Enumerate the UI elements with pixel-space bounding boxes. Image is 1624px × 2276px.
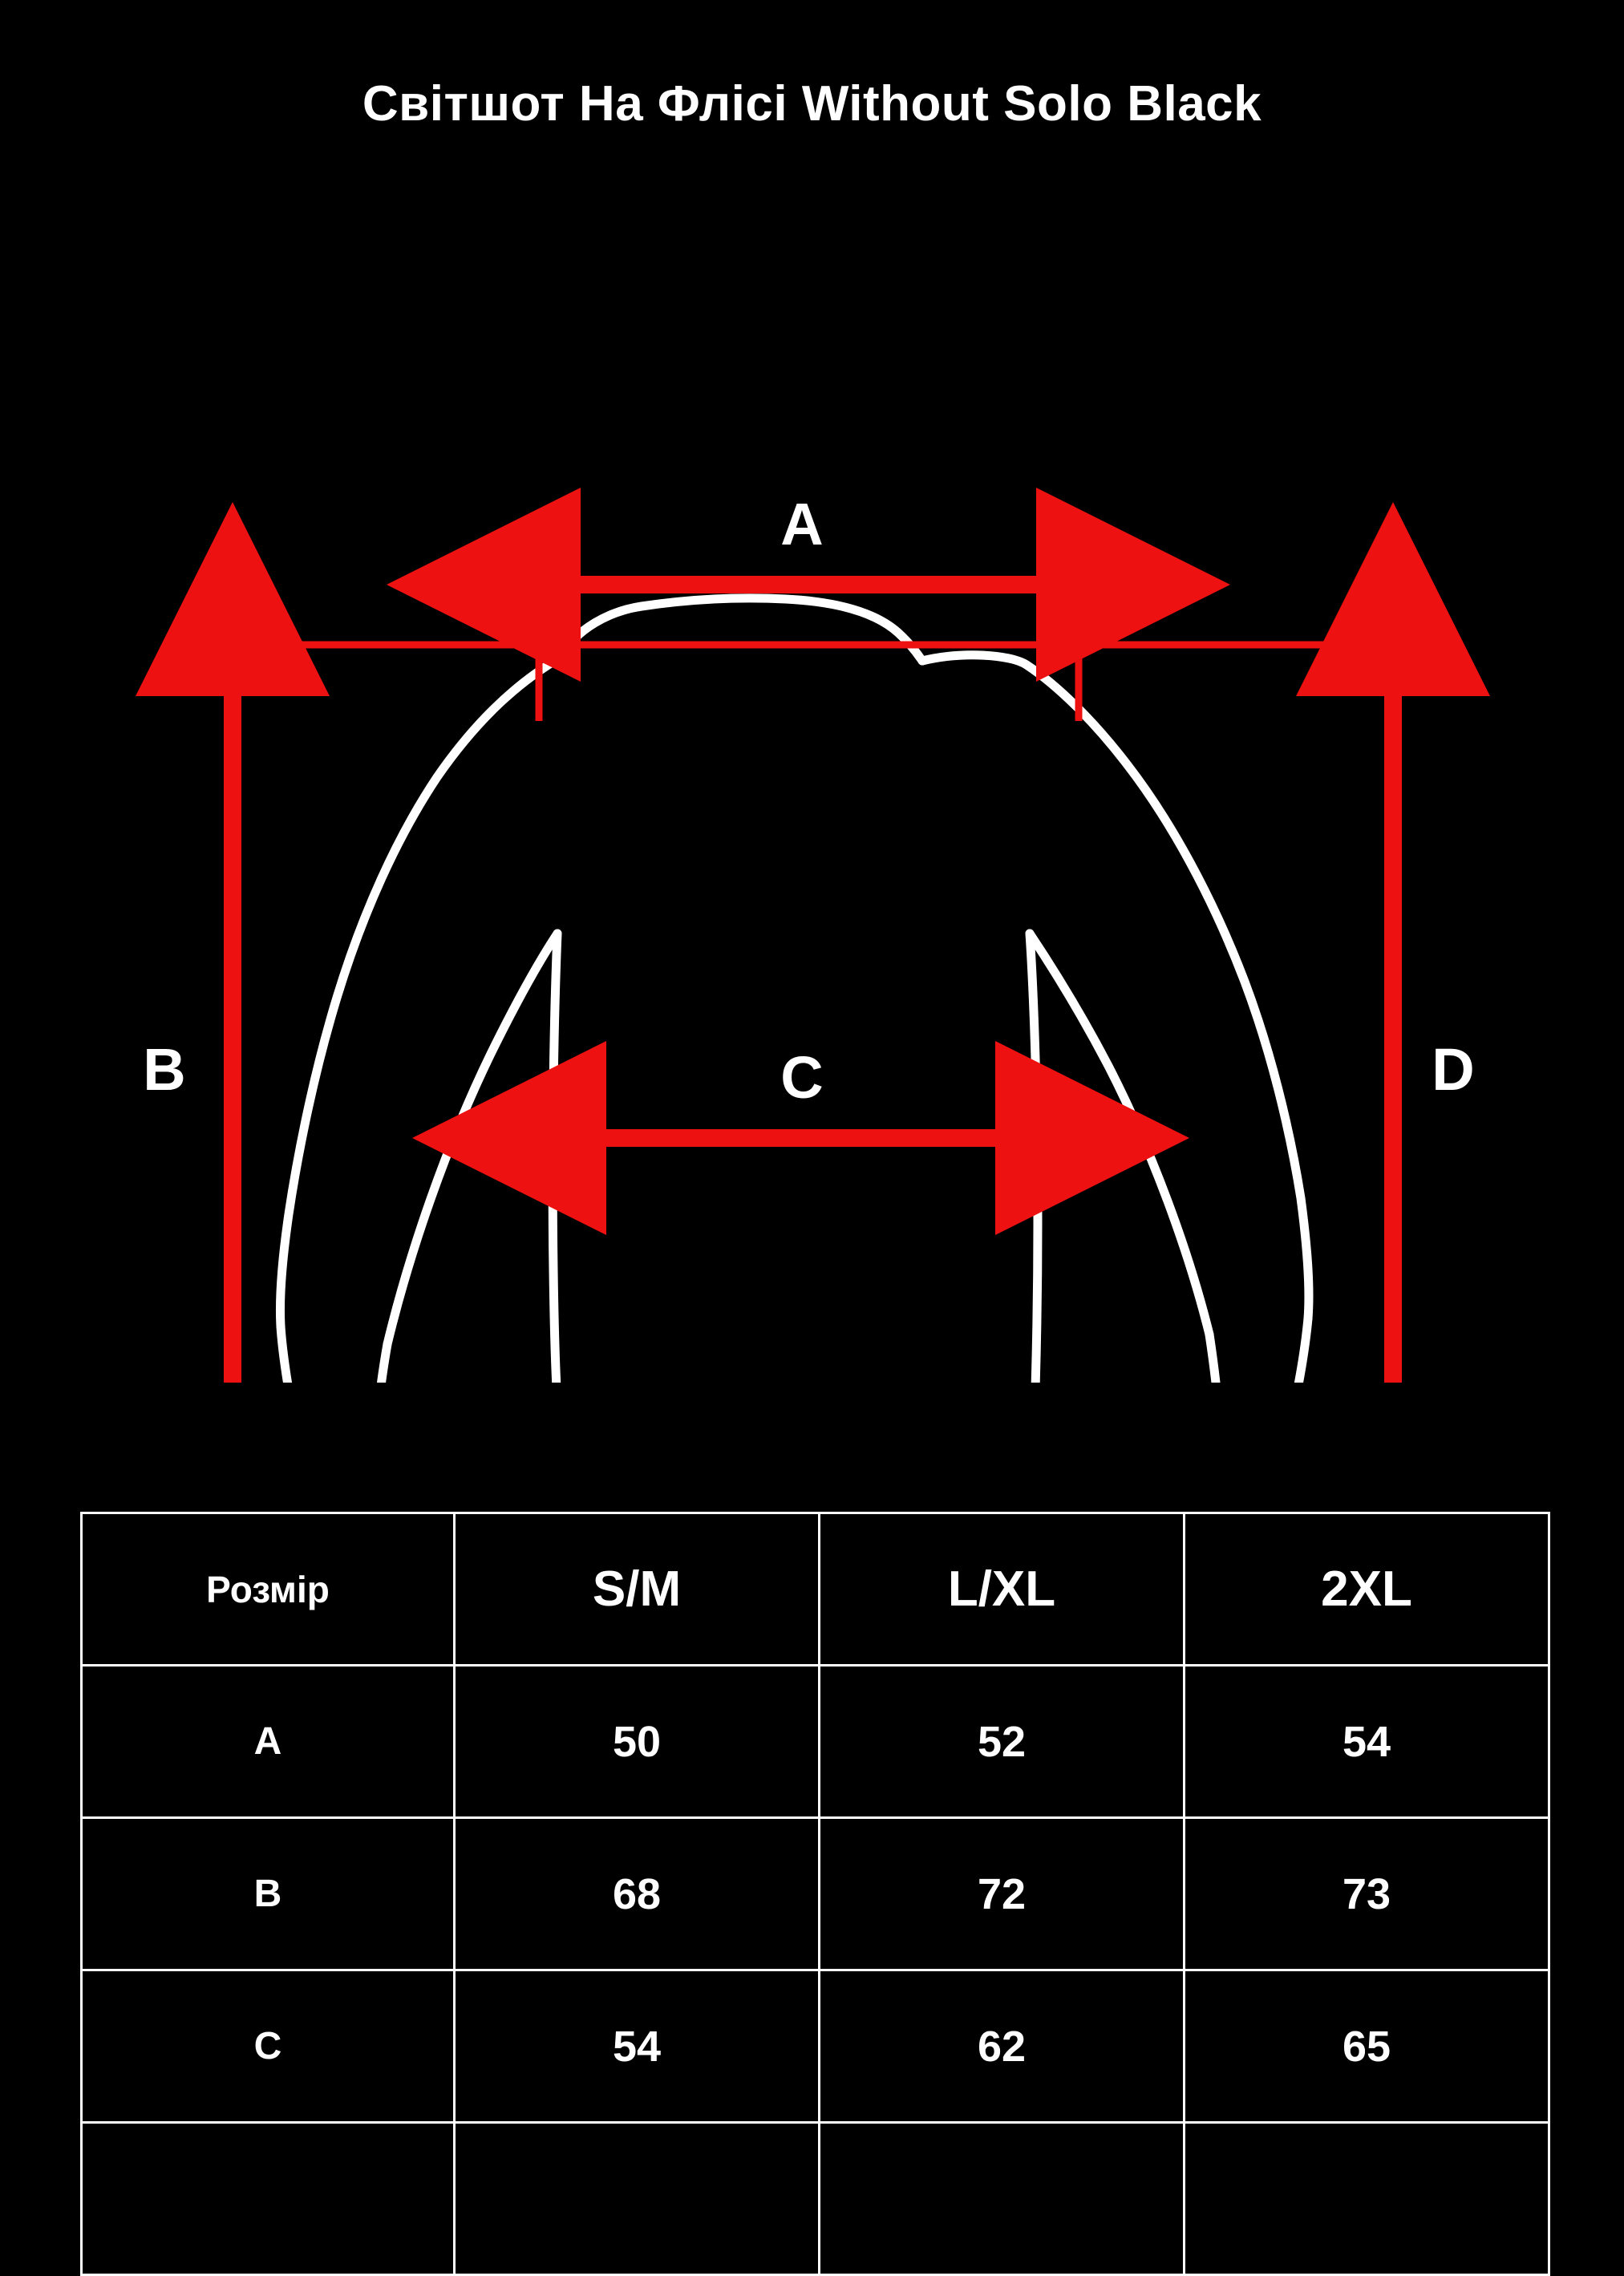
cell-b-2xl: 73: [1185, 1818, 1549, 1970]
table-header-row: [82, 1513, 1549, 1666]
row-label-c: C: [82, 1970, 455, 2123]
page-title: Світшот На Флісі Without Solo Black: [362, 76, 1262, 132]
header-cell-lxl: L/XL: [820, 1513, 1185, 1666]
table-row-partial: [82, 2123, 1549, 2275]
table-row: [82, 1970, 1549, 2123]
cell-partial-sm: [455, 2123, 820, 2275]
garment-diagram: [0, 132, 1624, 1383]
cell-b-lxl: 72: [820, 1818, 1185, 1970]
diagram-label-a: A: [780, 491, 824, 558]
diagram-label-b: B: [143, 1036, 186, 1104]
header-cell-2xl: 2XL: [1185, 1513, 1549, 1666]
cell-a-sm: 50: [455, 1666, 820, 1818]
row-label-a: A: [82, 1666, 455, 1818]
cell-c-sm: 54: [455, 1970, 820, 2123]
measurement-lines: [175, 537, 1436, 1383]
table-row: [82, 1818, 1549, 1970]
size-table: [80, 1512, 1550, 2276]
header-cell-size-label: Розмір: [82, 1513, 455, 1666]
table-row: [82, 1666, 1549, 1818]
cell-partial-2xl: [1185, 2123, 1549, 2275]
cell-a-lxl: 52: [820, 1666, 1185, 1818]
cell-partial-lxl: [820, 2123, 1185, 2275]
cell-c-2xl: 65: [1185, 1970, 1549, 2123]
diagram-label-c: C: [780, 1044, 824, 1112]
header-cell-sm: S/M: [455, 1513, 820, 1666]
row-label-partial: [82, 2123, 455, 2275]
row-label-b: B: [82, 1818, 455, 1970]
diagram-label-d: D: [1432, 1036, 1475, 1104]
cell-c-lxl: 62: [820, 1970, 1185, 2123]
sweatshirt-outline: [280, 598, 1309, 1383]
cell-b-sm: 68: [455, 1818, 820, 1970]
size-table-container: [80, 1512, 1548, 2276]
cell-a-2xl: 54: [1185, 1666, 1549, 1818]
